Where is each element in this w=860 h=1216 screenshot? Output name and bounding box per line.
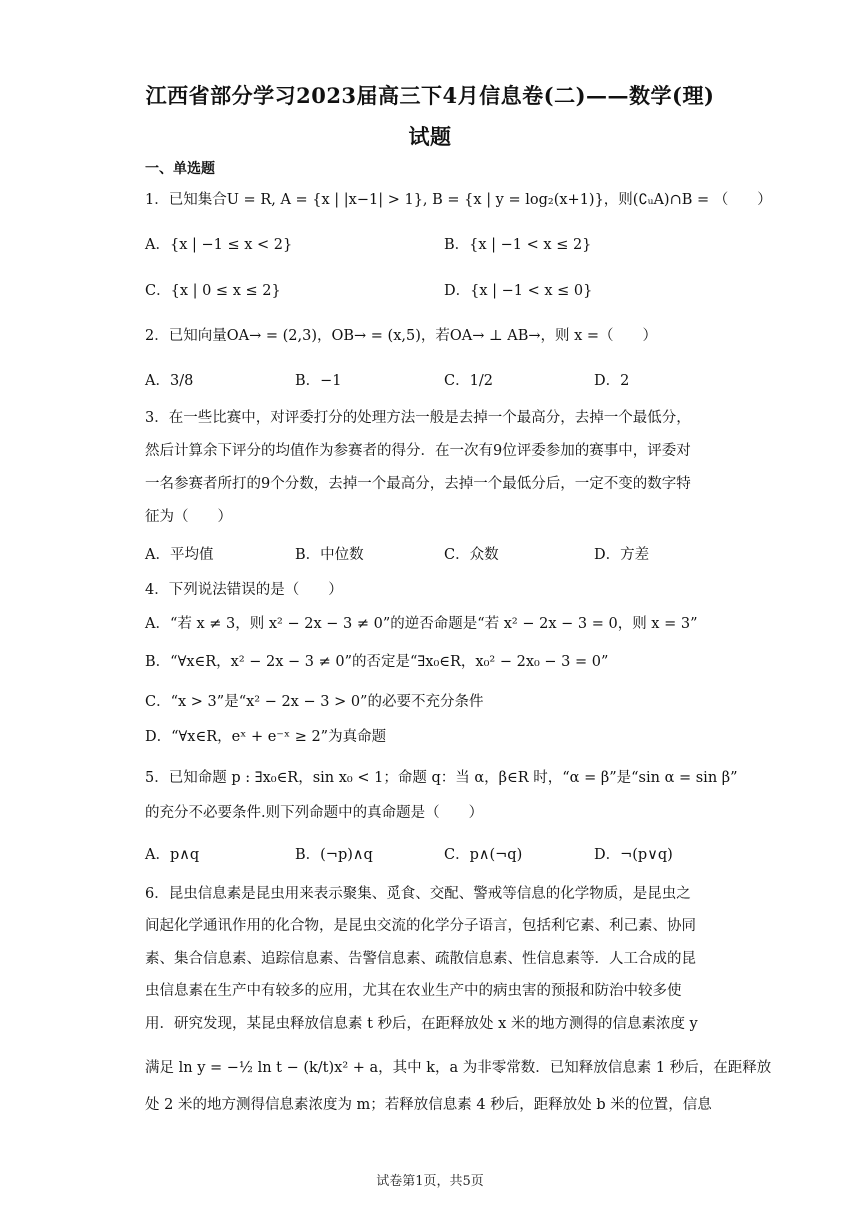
question-1-option-b: B．{x | −1 < x ≤ 2} bbox=[444, 237, 592, 253]
question-1-option-d: D．{x | −1 < x ≤ 0} bbox=[444, 283, 593, 299]
question-2-option-d: D．2 bbox=[594, 373, 630, 389]
question-4-stem: 4．下列说法错误的是（ ） bbox=[145, 582, 343, 598]
question-3-line-1: 3．在一些比赛中，对评委打分的处理方法一般是去掉一个最高分，去掉一个最低分， bbox=[145, 410, 691, 426]
question-3-option-c: C．众数 bbox=[444, 547, 499, 563]
question-5-option-b: B．(¬p)∧q bbox=[295, 847, 373, 863]
question-5-option-d: D．¬(p∨q) bbox=[594, 847, 673, 863]
question-1-option-c: C．{x | 0 ≤ x ≤ 2} bbox=[145, 283, 281, 299]
page-title-continued: 试题 bbox=[408, 124, 452, 149]
question-2-option-b: B．−1 bbox=[295, 373, 342, 389]
question-2-option-c: C．1/2 bbox=[444, 373, 493, 389]
page-title: 江西省部分学习2023届高三下4月信息卷(二)——数学(理) bbox=[145, 83, 715, 108]
question-5-option-c: C．p∧(¬q) bbox=[444, 847, 523, 863]
question-3-line-3: 一名参赛者所打的9个分数，去掉一个最高分，去掉一个最低分后，一定不变的数字特 bbox=[145, 476, 691, 492]
question-6-line-2: 间起化学通讯作用的化合物，是昆虫交流的化学分子语言，包括利它素、利己素、协同 bbox=[145, 918, 696, 934]
question-5-option-a: A．p∧q bbox=[145, 847, 200, 863]
question-6-line-3: 素、集合信息素、追踪信息素、告警信息素、疏散信息素、性信息素等．人工合成的昆 bbox=[145, 951, 696, 967]
question-6-formula-line: 满足 ln y = −½ ln t − (k/t)x² + a，其中 k，a 为非零常数．已知释放信息素 1 秒后，在距释放 bbox=[145, 1060, 772, 1076]
question-3-line-4: 征为（ ） bbox=[145, 509, 232, 525]
question-2-option-a: A．3/8 bbox=[145, 373, 194, 389]
question-3-option-b: B．中位数 bbox=[295, 547, 364, 563]
question-3-option-a: A．平均值 bbox=[145, 547, 214, 563]
page-footer: 试卷第1页，共5页 bbox=[376, 1174, 484, 1189]
question-5-line-1: 5．已知命题 p : ∃x₀∈R，sin x₀ < 1；命题 q：当 α，β∈R 时，“α = β”是“sin α = sin β” bbox=[145, 770, 738, 786]
question-6-line-7: 处 2 米的地方测得信息素浓度为 m；若释放信息素 4 秒后，距释放处 b 米的位置，信息 bbox=[145, 1097, 712, 1113]
question-4-option-b: B．“∀x∈R，x² − 2x − 3 ≠ 0”的否定是“∃x₀∈R，x₀² − 2x₀ − 3 = 0” bbox=[145, 654, 609, 670]
question-3-option-d: D．方差 bbox=[594, 547, 650, 563]
question-3-line-2: 然后计算余下评分的均值作为参赛者的得分．在一次有9位评委参加的赛事中，评委对 bbox=[145, 443, 691, 459]
question-1-stem: 1．已知集合U = R, A = {x | |x−1| > 1}, B = {x | y = log₂(x+1)}，则(∁ᵤA)∩B = （ ） bbox=[145, 192, 772, 208]
section-heading: 一、单选题 bbox=[145, 161, 215, 177]
question-4-option-d: D．“∀x∈R，eˣ + e⁻ˣ ≥ 2”为真命题 bbox=[145, 729, 387, 745]
question-4-option-a: A．“若 x ≠ 3，则 x² − 2x − 3 ≠ 0”的逆否命题是“若 x² − 2x − 3 = 0，则 x = 3” bbox=[145, 616, 698, 632]
question-6-line-1: 6．昆虫信息素是昆虫用来表示聚集、觅食、交配、警戒等信息的化学物质，是昆虫之 bbox=[145, 886, 691, 902]
question-1-option-a: A．{x | −1 ≤ x < 2} bbox=[145, 237, 293, 253]
question-4-option-c: C．“x > 3”是“x² − 2x − 3 > 0”的必要不充分条件 bbox=[145, 694, 484, 710]
question-2-stem: 2．已知向量OA→ = (2,3)，OB→ = (x,5)，若OA→ ⊥ AB→，则 x =（ ） bbox=[145, 328, 658, 344]
question-6-line-4: 虫信息素在生产中有较多的应用，尤其在农业生产中的病虫害的预报和防治中较多使 bbox=[145, 983, 682, 999]
question-5-line-2: 的充分不必要条件.则下列命题中的真命题是（ ） bbox=[145, 805, 484, 821]
question-6-line-5: 用．研究发现，某昆虫释放信息素 t 秒后，在距释放处 x 米的地方测得的信息素浓度 y bbox=[145, 1016, 698, 1032]
